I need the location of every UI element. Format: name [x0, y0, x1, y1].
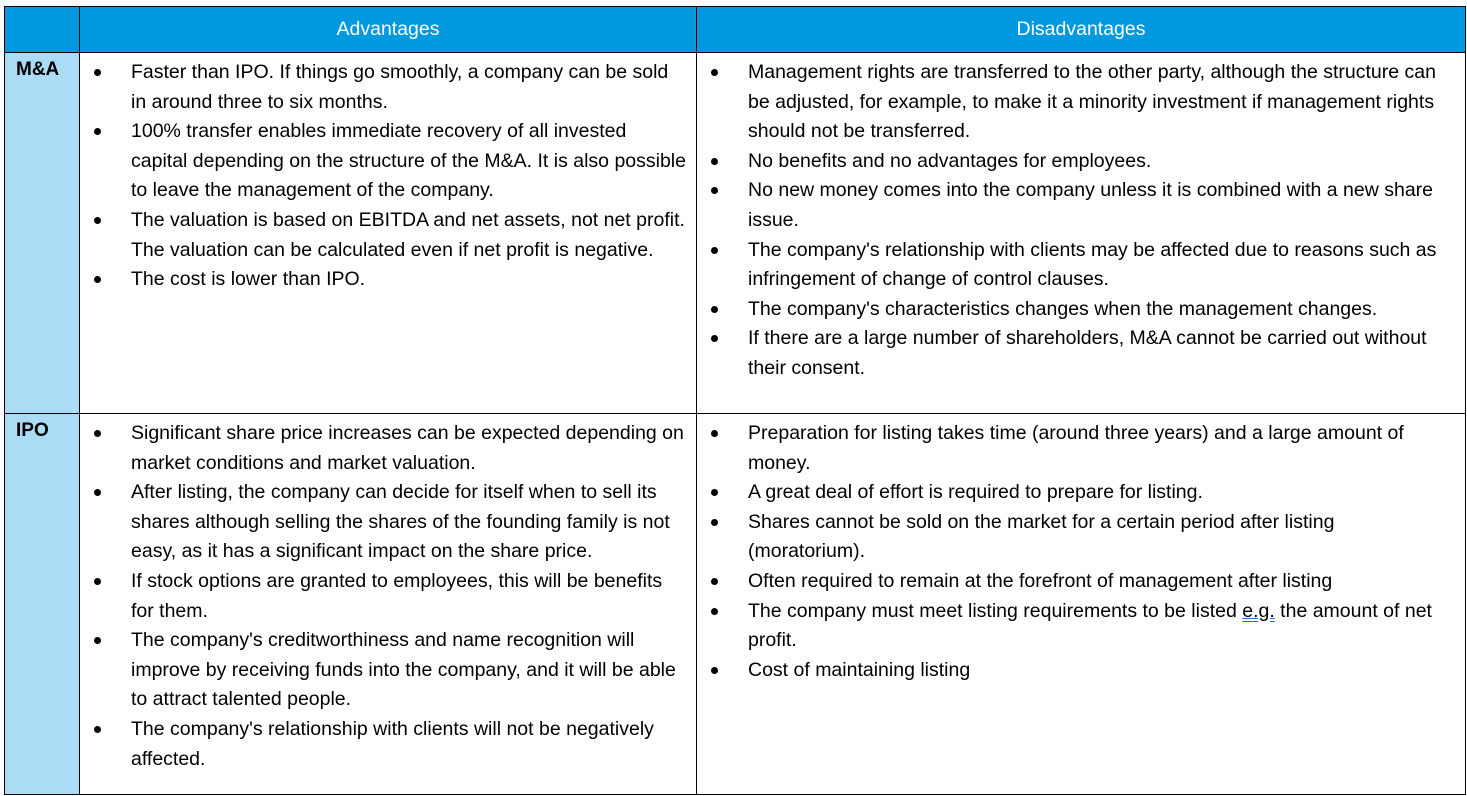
list-item-text: No new money comes into the company unless it is combined with a new share issue.: [748, 179, 1434, 231]
bullet-icon: [711, 608, 718, 615]
list-item: [697, 176, 1455, 235]
bullet-icon: [94, 578, 101, 585]
list-item-text: Cost of maintaining listing: [748, 658, 971, 681]
bullet-icon: [94, 637, 101, 644]
list-item: [697, 508, 1455, 567]
row-label-ma: M&A: [5, 53, 80, 414]
list-item-text: The company's characteristics changes when the management changes.: [748, 297, 1378, 320]
bullet-icon: [711, 306, 718, 313]
table-row-ma: [5, 53, 1466, 414]
cell-ma-advantages: [80, 53, 697, 414]
table-row-ipo: [5, 414, 1466, 795]
list-item-text: The company's relationship with clients may be affected due to reasons such as infringement of change of control clauses.: [748, 238, 1437, 291]
bullet-icon: [94, 276, 101, 283]
list-item-text: Faster than IPO. If things go smoothly, a company can be sold in around three to six months.: [131, 61, 669, 113]
list-item-text: Preparation for listing takes time (around three years) and a large amount of money.: [748, 422, 1404, 474]
list-item-text: The company must meet listing requirements to be listed e.g. the amount of net profit.: [748, 599, 1432, 652]
list-item: [697, 567, 1455, 597]
bullet-icon: [711, 578, 718, 585]
list-item-text: The company's relationship with clients will not be negatively affected.: [131, 717, 654, 770]
cell-ma-disadvantages: [697, 53, 1466, 414]
bullet-icon: [711, 247, 718, 254]
bullet-icon: [94, 69, 101, 76]
list-item: [697, 656, 1455, 686]
list-item: [80, 478, 686, 567]
header-corner: [5, 7, 80, 53]
list-item-text: After listing, the company can decide for itself when to sell its shares although selling the shares of the founding family is not easy, as it has a significant impact on the share price.: [131, 481, 670, 563]
row-label-ipo: IPO: [5, 414, 80, 795]
list-item: [697, 147, 1455, 177]
list-item: [80, 626, 686, 715]
header-disadvantages: Disadvantages: [697, 7, 1466, 53]
list-item-text: The valuation is based on EBITDA and net assets, not net profit. The valuation can be calculated even if net profit is negative.: [131, 208, 685, 261]
bullet-icon: [711, 519, 718, 526]
bullet-icon: [711, 187, 718, 194]
list-item-text: No benefits and no advantages for employees.: [748, 149, 1152, 172]
list-item-text: The cost is lower than IPO.: [131, 268, 366, 291]
bullet-icon: [711, 69, 718, 76]
list-item: [697, 478, 1455, 508]
eg-underlined-text: e.g.: [1242, 599, 1275, 622]
cell-ipo-advantages: [80, 414, 697, 795]
list-item: [80, 117, 686, 206]
list-item-text: If stock options are granted to employees, this will be benefits for them.: [131, 569, 663, 622]
list-item: [697, 58, 1455, 147]
bullet-icon: [711, 489, 718, 496]
bullet-icon: [711, 158, 718, 165]
header-row: [5, 7, 1466, 53]
list-item: [80, 58, 686, 117]
list-item-text: Management rights are transferred to the other party, although the structure can be adjusted, for example, to make it a minority investment if management rights should not be transferred.: [748, 61, 1436, 143]
list-item: [697, 419, 1455, 478]
bullet-icon: [94, 217, 101, 224]
bullet-icon: [711, 667, 718, 674]
list-item-text: Often required to remain at the forefront of management after listing: [748, 569, 1333, 592]
list-item: [80, 567, 686, 626]
list-item: [697, 295, 1455, 325]
list-item-text: Shares cannot be sold on the market for a certain period after listing (moratorium).: [748, 510, 1335, 563]
list-item: [80, 265, 686, 295]
bullet-icon: [94, 726, 101, 733]
header-advantages: Advantages: [80, 7, 697, 53]
list-item-text: If there are a large number of shareholders, M&A cannot be carried out without their consent.: [748, 327, 1427, 379]
bullet-icon: [711, 430, 718, 437]
bullet-icon: [94, 430, 101, 437]
list-item-text: 100% transfer enables immediate recovery of all invested capital depending on the structure of the M&A. It is also possible to leave the management of the company.: [131, 120, 686, 202]
list-item-text: Significant share price increases can be expected depending on market conditions and market valuation.: [131, 422, 684, 474]
list-item-text: The company's creditworthiness and name recognition will improve by receiving funds into the company, and it will be able to attract talented people.: [131, 629, 676, 711]
list-item-text: A great deal of effort is required to prepare for listing.: [748, 481, 1203, 504]
list-item: [80, 715, 686, 774]
list-item: [80, 419, 686, 478]
cell-ipo-disadvantages: [697, 414, 1466, 795]
bullet-icon: [94, 128, 101, 135]
bullet-icon: [94, 489, 101, 496]
list-item: [80, 206, 686, 265]
comparison-table: [4, 6, 1466, 795]
bullet-icon: [711, 335, 718, 342]
list-item: [697, 324, 1455, 383]
list-item: [697, 236, 1455, 295]
list-item: [697, 597, 1455, 656]
